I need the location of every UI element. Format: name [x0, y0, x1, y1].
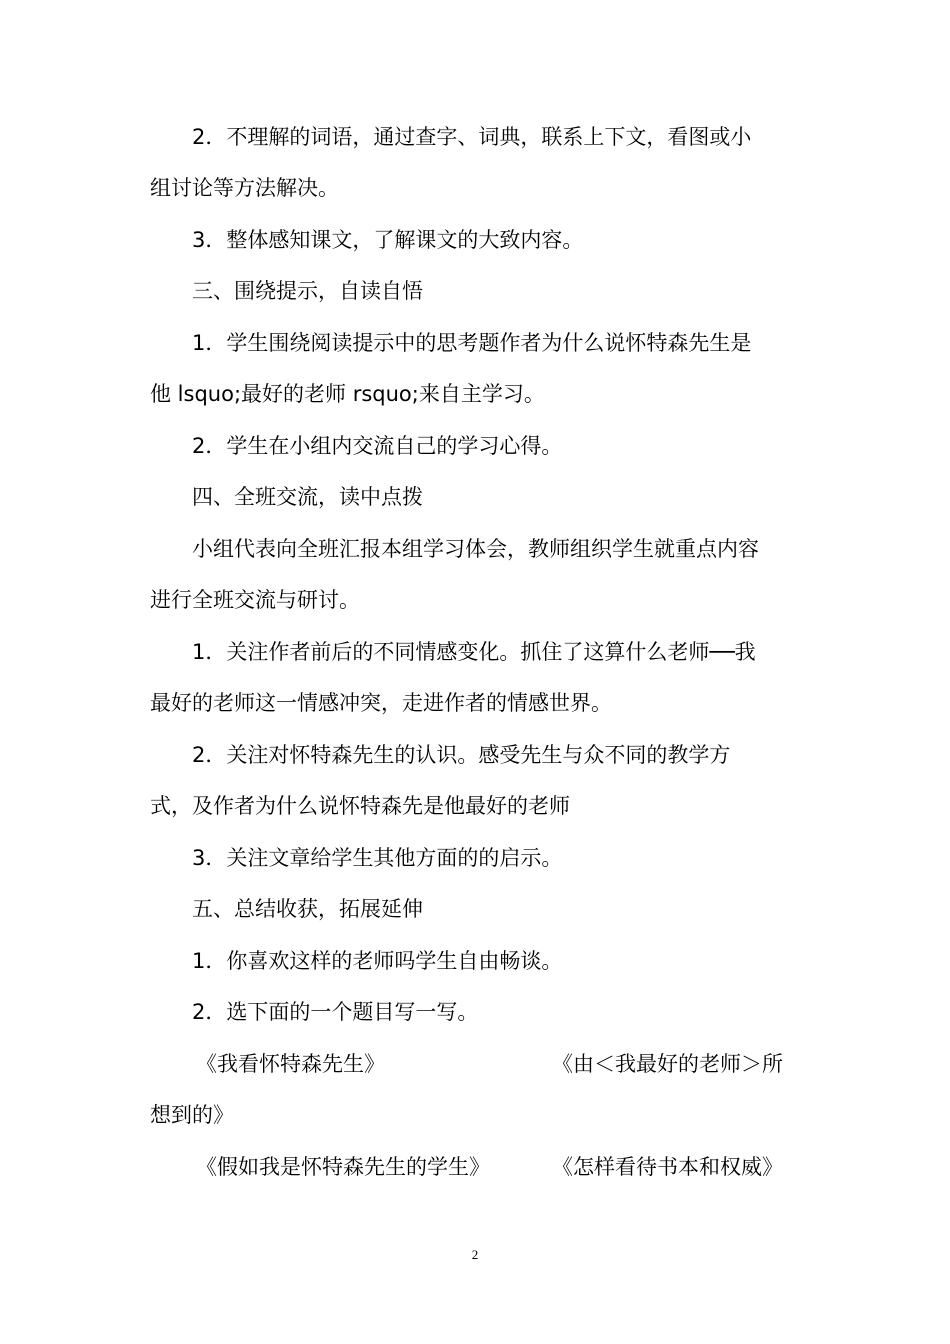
section-heading: 五、总结收获，拓展延伸: [192, 897, 423, 921]
paragraph-line: 2．不理解的词语，通过查字、词典，联系上下文，看图或小: [192, 125, 752, 149]
paragraph-line: 进行全班交流与研讨。: [150, 588, 360, 612]
topic-title: 《由＜我最好的老师＞所: [552, 1052, 783, 1076]
paragraph-line: 式，及作者为什么说怀特森先是他最好的老师: [150, 794, 570, 818]
topic-title-continuation: 想到的》: [150, 1103, 234, 1127]
paragraph-line: 3．关注文章给学生其他方面的的启示。: [192, 846, 563, 870]
topic-title: 《我看怀特森先生》: [196, 1052, 385, 1076]
paragraph-line: 他 lsquo;最好的老师 rsquo;来自主学习。: [150, 382, 545, 406]
topic-title: 《怎样看待书本和权威》: [552, 1155, 783, 1179]
page-number: 2: [471, 1247, 479, 1262]
paragraph-line: 组讨论等方法解决。: [150, 176, 339, 200]
paragraph-line: 1．你喜欢这样的老师吗学生自由畅谈。: [192, 949, 563, 973]
paragraph-line: 最好的老师这一情感冲突，走进作者的情感世界。: [150, 691, 612, 715]
paragraph-line: 2．学生在小组内交流自己的学习心得。: [192, 434, 563, 458]
topic-title: 《假如我是怀特森先生的学生》: [196, 1155, 490, 1179]
paragraph-line: 2．关注对怀特森先生的认识。感受先生与众不同的教学方: [192, 743, 731, 767]
paragraph-line: 3．整体感知课文，了解课文的大致内容。: [192, 228, 584, 252]
paragraph-line: 1．学生围绕阅读提示中的思考题作者为什么说怀特森先生是: [192, 331, 752, 355]
section-heading: 三、围绕提示，自读自悟: [192, 279, 423, 303]
paragraph-line: 1．关注作者前后的不同情感变化。抓住了这算什么老师──我: [192, 640, 756, 664]
paragraph-line: 2．选下面的一个题目写一写。: [192, 1000, 479, 1024]
section-heading: 四、全班交流，读中点拨: [192, 485, 423, 509]
paragraph-line: 小组代表向全班汇报本组学习体会，教师组织学生就重点内容: [192, 537, 759, 561]
